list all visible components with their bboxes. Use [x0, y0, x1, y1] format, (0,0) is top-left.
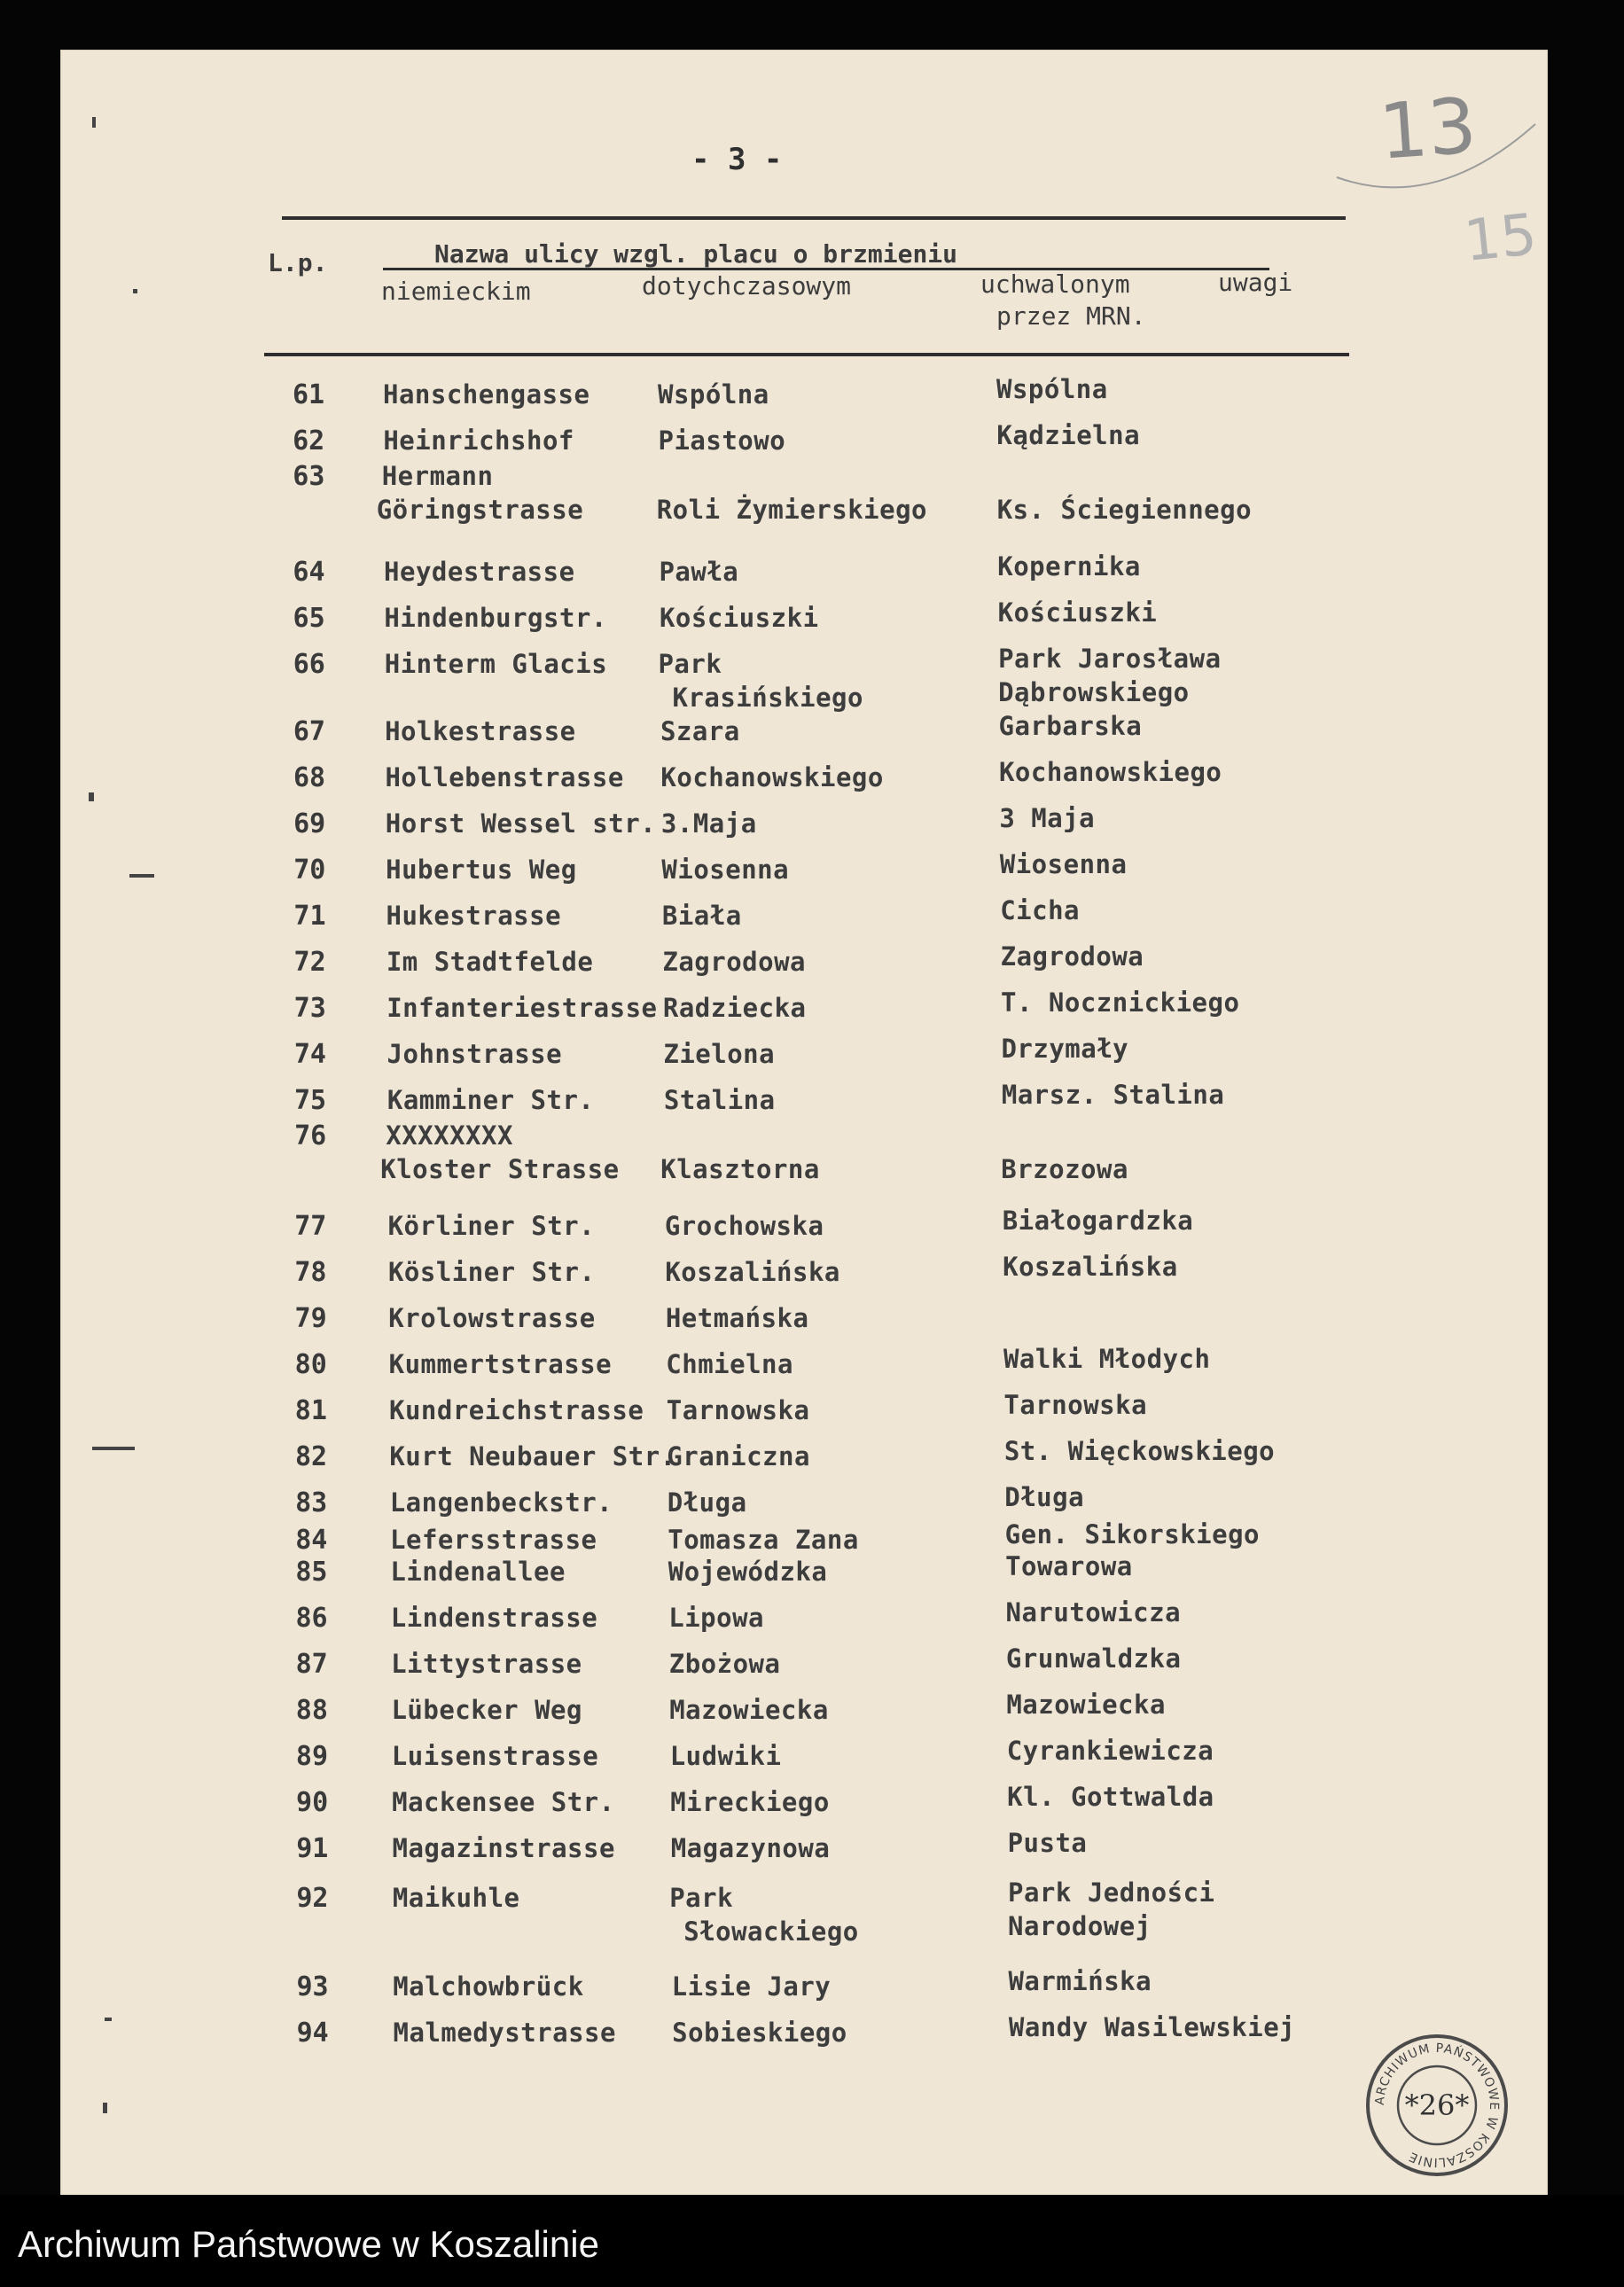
document-page	[60, 50, 1548, 2197]
row-number: 76	[294, 1120, 327, 1151]
row-adopted-name: Mazowiecka	[1006, 1690, 1166, 1720]
header-title: Nazwa ulicy wzgl. placu o brzmieniu	[434, 239, 958, 269]
row-adopted-name: Kl. Gottwalda	[1007, 1782, 1214, 1812]
row-number: 77	[294, 1211, 327, 1242]
row-number: 88	[295, 1695, 328, 1726]
row-previous-name: Mireckiego	[670, 1787, 830, 1817]
row-german-name: Magazinstrasse	[392, 1833, 615, 1863]
row-number: 72	[293, 947, 326, 978]
row-previous-name: Biała	[661, 901, 742, 931]
row-number: 83	[295, 1487, 328, 1518]
pencil-arc	[1330, 89, 1542, 204]
row-number: 80	[294, 1349, 327, 1380]
row-previous-name: Piastowo	[658, 425, 786, 456]
row-adopted-name: Gen. Sikorskiego	[1004, 1519, 1261, 1549]
row-previous-name: Lipowa	[668, 1603, 765, 1633]
row-german-name: Horst Wessel str.	[385, 808, 657, 839]
row-previous-name: Hetmańska	[665, 1303, 809, 1333]
row-german-name: Lindenallee	[390, 1557, 566, 1587]
row-adopted-name: Towarowa	[1005, 1551, 1133, 1581]
row-adopted-name: Kądzielna	[996, 420, 1141, 450]
row-german-name: Hinterm Glacis	[384, 649, 608, 679]
row-german-name: Körliner Str.	[387, 1211, 596, 1241]
row-previous-name: Ludwiki	[669, 1741, 782, 1771]
row-adopted-name: Kochanowskiego	[998, 757, 1222, 787]
row-adopted-name: Park Jedności	[1008, 1877, 1215, 1908]
row-german-name: Holkestrasse	[385, 716, 576, 746]
row-adopted-name: Wiosenna	[999, 849, 1128, 879]
row-previous-name-cont: Słowackiego	[683, 1916, 859, 1947]
row-adopted-name: 3 Maja	[999, 803, 1096, 833]
row-previous-name: Chmielna	[666, 1349, 793, 1379]
row-adopted-name-cont: Narodowej	[1008, 1911, 1152, 1941]
row-previous-name: Szara	[660, 716, 740, 746]
row-german-name: Hukestrasse	[386, 901, 562, 931]
row-adopted-name: Zagrodowa	[1000, 941, 1144, 972]
row-number: 71	[293, 901, 326, 932]
row-adopted-name: Walki Młodych	[1003, 1344, 1211, 1374]
row-previous-name-cont: Krasińskiego	[672, 683, 863, 713]
row-adopted-name: Park Jarosława	[998, 644, 1222, 674]
row-adopted-name: Narutowicza	[1005, 1597, 1182, 1627]
row-german-name: Luisenstrasse	[391, 1741, 599, 1771]
row-previous-name: Wiosenna	[661, 855, 790, 885]
row-german-name: Kundreichstrasse	[389, 1395, 644, 1425]
row-previous-name: Tomasza Zana	[668, 1525, 859, 1555]
row-german-name: Malmedystrasse	[393, 2018, 616, 2048]
row-adopted-name: Ks. Ściegiennego	[996, 495, 1253, 525]
row-german-name: XXXXXXXX	[386, 1120, 513, 1151]
row-german-name: Littystrasse	[391, 1649, 582, 1679]
row-adopted-name-cont: Dąbrowskiego	[998, 677, 1190, 707]
row-number: 82	[294, 1441, 328, 1472]
row-german-name: Kamminer Str.	[386, 1085, 595, 1115]
row-number: 63	[293, 461, 325, 492]
row-adopted-name: Warmińska	[1008, 1966, 1152, 1996]
row-adopted-name: Kopernika	[997, 551, 1141, 582]
row-german-name: Krolowstrasse	[388, 1303, 596, 1333]
svg-text:ARCHIWUM PAŃSTWOWE W KOSZALINI: ARCHIWUM PAŃSTWOWE W KOSZALINIE	[1372, 2041, 1502, 2170]
row-number: 66	[293, 649, 325, 680]
row-german-name: Malchowbrück	[393, 1971, 584, 2002]
row-number: 68	[293, 762, 326, 793]
row-number: 90	[296, 1787, 329, 1818]
row-previous-name: Graniczna	[667, 1441, 810, 1471]
row-previous-name: Wojewódzka	[668, 1557, 828, 1587]
row-previous-name: Roli Żymierskiego	[656, 495, 927, 525]
row-previous-name: Kochanowskiego	[660, 762, 884, 792]
row-german-name: Hermann	[381, 461, 494, 491]
row-german-name-cont: Kloster Strasse	[380, 1154, 620, 1184]
row-german-name: Kurt Neubauer Str.	[389, 1441, 676, 1471]
row-number: 61	[293, 379, 325, 410]
row-number: 87	[295, 1649, 328, 1680]
archive-stamp	[1362, 2030, 1512, 2181]
svg-text:*26*: *26*	[1404, 2088, 1470, 2122]
row-german-name: Maikuhle	[392, 1883, 520, 1913]
row-number: 85	[295, 1557, 328, 1588]
row-previous-name: Długa	[667, 1487, 747, 1518]
row-number: 65	[293, 603, 325, 634]
row-number: 69	[293, 808, 326, 839]
header-top-rule	[282, 216, 1346, 220]
margin-mark	[133, 289, 137, 293]
row-adopted-name: Brzozowa	[1001, 1154, 1128, 1184]
row-adopted-name: St. Więckowskiego	[1003, 1436, 1276, 1466]
row-german-name: Hollebenstrasse	[385, 762, 624, 792]
header-col-uchwalonym: uchwalonym	[980, 269, 1130, 299]
row-german-name: Im Stadtfelde	[386, 947, 594, 977]
row-number: 84	[295, 1525, 328, 1556]
row-german-name: Lübecker Weg	[391, 1695, 582, 1725]
row-adopted-name: Cicha	[1000, 895, 1080, 925]
row-adopted-name: Kościuszki	[997, 597, 1158, 628]
row-number: 73	[293, 993, 326, 1024]
row-adopted-name: Grunwaldzka	[1005, 1643, 1182, 1674]
header-bottom-rule	[264, 353, 1349, 356]
row-adopted-name: Drzymały	[1001, 1034, 1129, 1064]
row-previous-name: Stalina	[663, 1085, 776, 1115]
row-previous-name: Klasztorna	[660, 1154, 820, 1184]
row-previous-name: Radziecka	[662, 993, 807, 1023]
margin-mark	[105, 2018, 112, 2021]
row-german-name: Heinrichshof	[383, 425, 574, 456]
row-number: 78	[294, 1257, 327, 1288]
row-german-name: Heydestrasse	[384, 557, 575, 587]
row-previous-name: Zielona	[663, 1039, 776, 1069]
header-col-dotychczasowym: dotychczasowym	[642, 271, 852, 301]
pencil-folio-secondary: 15	[1461, 201, 1541, 276]
row-number: 79	[294, 1303, 327, 1334]
row-adopted-name: T. Nocznickiego	[1001, 987, 1240, 1018]
row-german-name: Kummertstrasse	[388, 1349, 613, 1379]
row-number: 93	[296, 1971, 329, 2002]
row-previous-name: Lisie Jary	[671, 1971, 832, 2002]
row-adopted-name: Cyrankiewicza	[1006, 1736, 1214, 1766]
row-german-name: Infanteriestrasse	[386, 993, 658, 1023]
pencil-folio: 13	[1376, 82, 1480, 177]
row-number: 89	[295, 1741, 329, 1772]
row-adopted-name: Wandy Wasilewskiej	[1008, 2012, 1296, 2042]
row-previous-name: Kościuszki	[659, 603, 819, 633]
row-previous-name: Pawła	[659, 557, 739, 587]
row-german-name: Mackensee Str.	[392, 1787, 615, 1817]
row-previous-name: Magazynowa	[670, 1833, 831, 1863]
row-previous-name: 3.Maja	[660, 808, 757, 839]
row-previous-name: Koszalińska	[665, 1257, 840, 1287]
row-previous-name: Zbożowa	[668, 1649, 781, 1679]
row-previous-name: Wspólna	[658, 379, 769, 410]
row-number: 81	[294, 1395, 327, 1426]
margin-mark	[92, 1447, 135, 1450]
row-number: 92	[296, 1883, 329, 1914]
row-adopted-name: Koszalińska	[1003, 1252, 1178, 1282]
row-previous-name: Park	[658, 649, 722, 679]
row-previous-name: Grochowska	[664, 1211, 824, 1241]
row-number: 70	[293, 855, 326, 886]
margin-mark	[129, 874, 154, 878]
row-number: 62	[293, 425, 325, 457]
row-number: 67	[293, 716, 325, 747]
margin-mark	[92, 117, 96, 128]
row-german-name: Langenbeckstr.	[389, 1487, 613, 1518]
margin-mark	[89, 792, 94, 801]
row-number: 91	[296, 1833, 329, 1864]
row-adopted-name: Garbarska	[998, 711, 1143, 741]
row-german-name: Kösliner Str.	[387, 1257, 596, 1287]
header-col-uwagi: uwagi	[1218, 268, 1293, 297]
row-german-name: Hanschengasse	[383, 379, 590, 410]
row-german-name: Hubertus Weg	[386, 855, 577, 885]
row-adopted-name: Marsz. Stalina	[1001, 1080, 1225, 1110]
row-german-name: Lindenstrasse	[390, 1603, 598, 1633]
row-previous-name: Mazowiecka	[669, 1695, 829, 1725]
row-number: 86	[295, 1603, 328, 1634]
row-adopted-name: Pusta	[1007, 1828, 1088, 1858]
header-col-przez: przez MRN.	[996, 301, 1146, 331]
row-number: 94	[296, 2018, 329, 2049]
row-german-name: Johnstrasse	[386, 1039, 563, 1069]
row-adopted-name: Tarnowska	[1003, 1390, 1148, 1420]
row-number: 75	[293, 1085, 327, 1116]
row-german-name-cont: Göringstrasse	[376, 495, 584, 525]
row-previous-name: Zagrodowa	[662, 947, 807, 977]
margin-mark	[103, 2103, 107, 2113]
row-previous-name: Park	[669, 1883, 734, 1913]
row-number: 64	[293, 557, 325, 588]
page-number: - 3 -	[691, 142, 783, 177]
row-german-name: Lefersstrasse	[390, 1525, 597, 1555]
row-number: 74	[293, 1039, 326, 1070]
row-adopted-name: Wspólna	[996, 374, 1108, 404]
row-previous-name: Tarnowska	[666, 1395, 810, 1425]
row-previous-name: Sobieskiego	[672, 2018, 847, 2048]
header-lp: L.p.	[268, 248, 328, 277]
row-adopted-name: Białogardzka	[1002, 1206, 1194, 1236]
row-adopted-name: Długa	[1004, 1482, 1085, 1512]
row-german-name: Hindenburgstr.	[384, 603, 607, 633]
archive-name: Archiwum Państwowe w Koszalinie	[18, 2223, 599, 2265]
header-col-niemieckim: niemieckim	[381, 277, 531, 306]
